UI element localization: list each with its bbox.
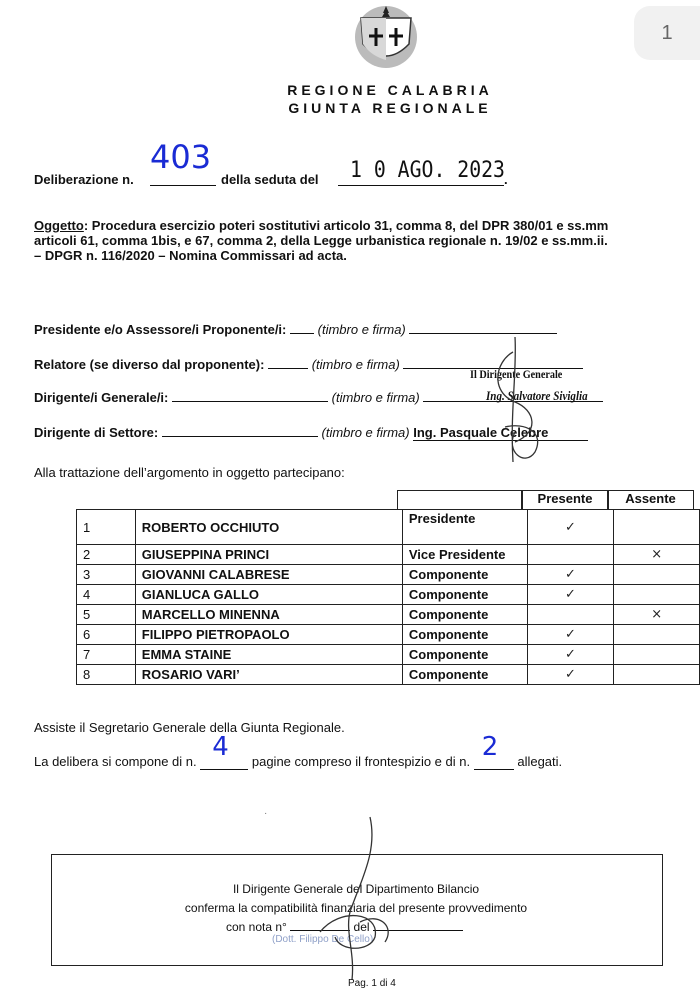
date-line <box>338 185 504 186</box>
page-footer: Pag. 1 di 4 <box>348 978 396 989</box>
relatore-label: Relatore (se diverso dal proponente): <box>34 357 265 372</box>
presente-mark <box>527 605 614 625</box>
region-title: REGIONE CALABRIA <box>287 82 493 98</box>
member-number: 8 <box>77 665 136 685</box>
seduta-label: della seduta del <box>221 172 319 187</box>
nota-label: con nota n° <box>226 920 287 934</box>
deliberation-number: 403 <box>150 138 212 176</box>
assente-mark <box>614 510 700 545</box>
member-role: Componente <box>402 605 527 625</box>
stamp-label: (timbro e firma) <box>331 390 420 405</box>
composition-text-2: pagine compreso il frontespizio e di n. <box>251 754 471 769</box>
blank-line <box>162 436 318 437</box>
assente-mark <box>614 665 700 685</box>
handwritten-signature-icon <box>455 332 575 472</box>
stamp-label: (timbro e firma) <box>317 322 406 337</box>
blank-line <box>268 368 308 369</box>
assente-mark <box>614 585 700 605</box>
presente-mark: ✓ <box>527 510 614 545</box>
column-header-presente: Presente <box>521 490 609 510</box>
dirigente-generale-label: Dirigente/i Generale/i: <box>34 390 169 405</box>
subject-line-3: – DPGR n. 116/2020 – Nomina Commissari ad acta. <box>34 248 347 263</box>
composition-text-1: La delibera si compone di n. <box>34 754 197 769</box>
member-number: 5 <box>77 605 136 625</box>
stamp-label: (timbro e firma) <box>321 425 410 440</box>
table-row <box>77 585 700 605</box>
member-name: ROBERTO OCCHIUTO <box>135 510 402 545</box>
date-period: . <box>504 172 508 187</box>
composition-text-3: allegati. <box>517 754 563 769</box>
box-line-2: conferma la compatibilità finanziaria del presente provvedimento <box>184 901 528 915</box>
header-empty-cell <box>397 490 523 509</box>
member-name: ROSARIO VARI’ <box>135 665 402 685</box>
presente-mark <box>527 545 614 565</box>
presente-mark: ✓ <box>527 645 614 665</box>
composition-line <box>34 732 563 770</box>
member-name: GIUSEPPINA PRINCI <box>135 545 402 565</box>
pages-count: 4 <box>212 732 229 762</box>
member-name: MARCELLO MINENNA <box>135 605 402 625</box>
table-row <box>77 545 700 565</box>
dirigente-settore-name: Ing. Pasquale Celebre <box>413 425 588 441</box>
member-number: 6 <box>77 625 136 645</box>
participants-intro: Alla trattazione dell’argomento in oggetto partecipano: <box>34 465 345 480</box>
presente-mark: ✓ <box>527 625 614 645</box>
assiste-note: Assiste il Segretario Generale della Giunta Regionale. <box>34 720 345 735</box>
page-number-badge: 1 <box>634 6 700 60</box>
table-row <box>77 665 700 685</box>
member-name: FILIPPO PIETROPAOLO <box>135 625 402 645</box>
participants-table <box>76 509 700 685</box>
member-role: Componente <box>402 585 527 605</box>
table-row <box>77 645 700 665</box>
pages-line <box>200 732 248 770</box>
member-name: EMMA STAINE <box>135 645 402 665</box>
dot-mark: · <box>264 808 268 819</box>
handwritten-signature-bilancio-icon <box>300 812 410 982</box>
presente-mark: ✓ <box>527 565 614 585</box>
table-row <box>77 565 700 585</box>
stamp-ing-salvatore-siviglia: Ing. Salvatore Siviglia <box>486 388 588 403</box>
member-role: Componente <box>402 645 527 665</box>
attachments-count: 2 <box>481 732 499 762</box>
presente-mark: ✓ <box>527 665 614 685</box>
blank-line <box>290 333 314 334</box>
deliberation-number-line <box>150 185 216 186</box>
stamp-label: (timbro e firma) <box>311 357 400 372</box>
member-name: GIOVANNI CALABRESE <box>135 565 402 585</box>
subject-label: Oggetto <box>34 218 84 233</box>
dirigente-settore-label: Dirigente di Settore: <box>34 425 159 440</box>
subject-line-2: articoli 61, comma 1bis, e 67, comma 2, della Legge urbanistica regionale n. 19/02 e ss.mm.ii. <box>34 233 608 248</box>
member-role: Vice Presidente <box>402 545 527 565</box>
member-role: Componente <box>402 665 527 685</box>
member-role: Presidente <box>402 510 527 545</box>
member-number: 7 <box>77 645 136 665</box>
member-number: 2 <box>77 545 136 565</box>
attachments-line <box>474 732 514 770</box>
member-number: 4 <box>77 585 136 605</box>
member-number: 3 <box>77 565 136 585</box>
assente-mark <box>614 645 700 665</box>
assente-mark: × <box>614 605 700 625</box>
member-role: Componente <box>402 625 527 645</box>
deliberation-label: Deliberazione n. <box>34 172 134 187</box>
proponent-label: Presidente e/o Assessore/i Proponente/i: <box>34 322 287 337</box>
member-role: Componente <box>402 565 527 585</box>
blank-line <box>172 401 328 402</box>
stamp-dirigente-generale: Il Dirigente Generale <box>470 367 563 381</box>
presente-mark: ✓ <box>527 585 614 605</box>
subject-block <box>34 218 700 263</box>
member-name: GIANLUCA GALLO <box>135 585 402 605</box>
assente-mark: × <box>614 545 700 565</box>
assente-mark <box>614 565 700 585</box>
assente-mark <box>614 625 700 645</box>
table-row <box>77 605 700 625</box>
del-label: del <box>353 920 370 934</box>
calabria-coat-of-arms-logo <box>353 4 419 70</box>
subject-line-1: : Procedura esercizio poteri sostitutivi articolo 31, comma 8, del DPR 380/01 e ss.mm <box>83 218 609 233</box>
table-row <box>77 625 700 645</box>
box-line-1: Il Dirigente Generale del Dipartimento Bilancio <box>232 882 480 896</box>
deliberation-date-stamp: 1 0 AGO. 2023 <box>350 158 505 183</box>
giunta-title: GIUNTA REGIONALE <box>288 100 492 116</box>
table-row <box>77 510 700 545</box>
member-number: 1 <box>77 510 136 545</box>
column-header-assente: Assente <box>607 490 694 510</box>
stamp-dott-filippo: (Dott. Filippo De Cello) <box>272 934 374 945</box>
